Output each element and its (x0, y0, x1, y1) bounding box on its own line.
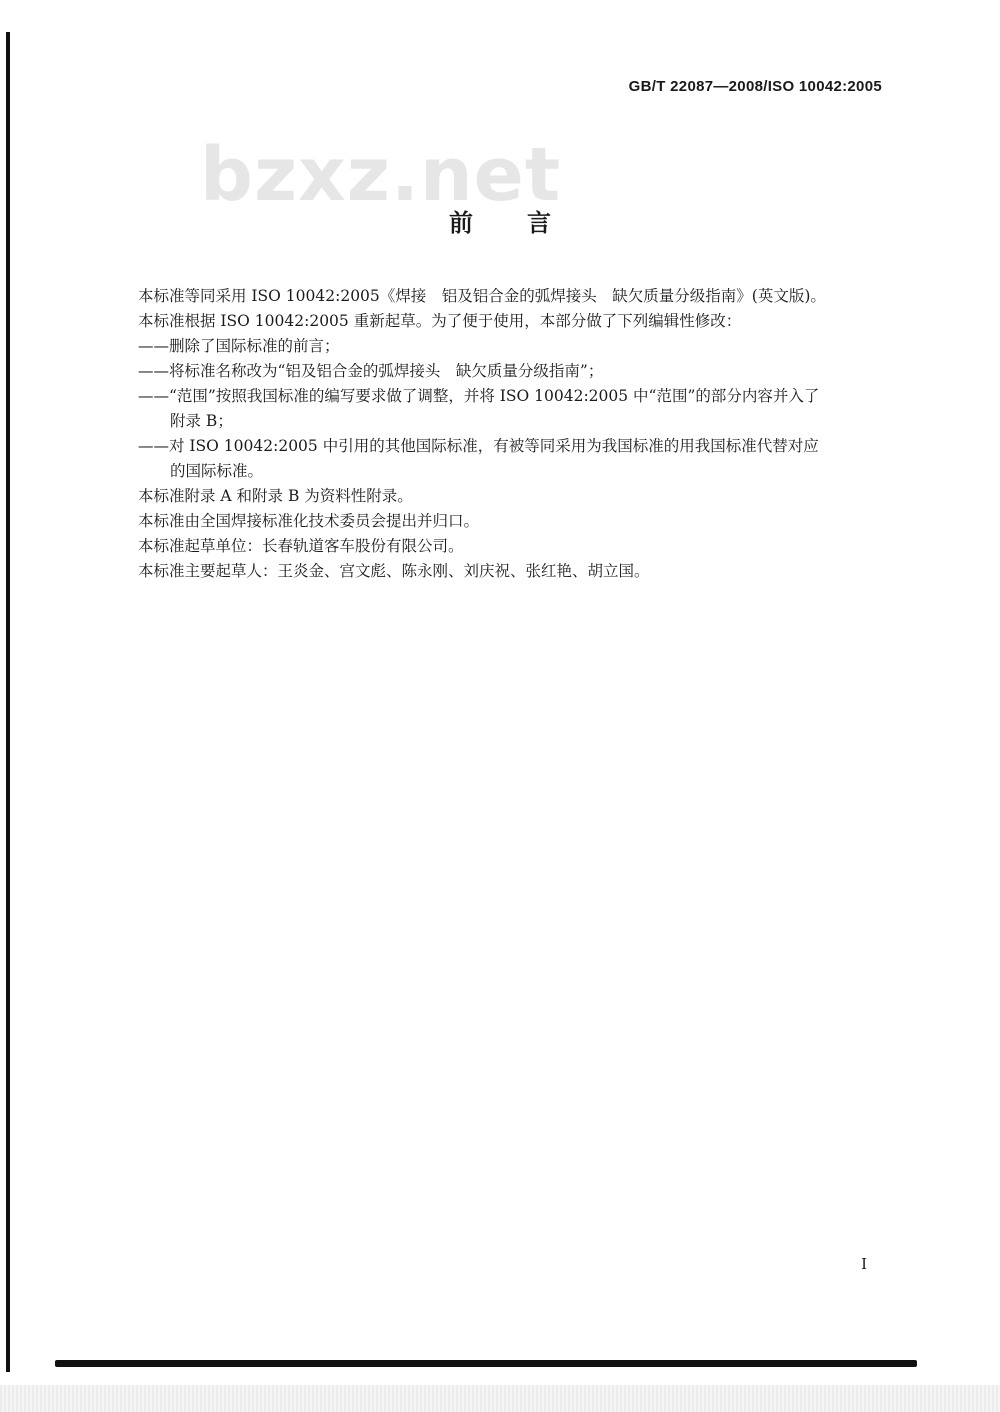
page-number: I (861, 1255, 867, 1273)
paragraph-adoption: 本标准等同采用 ISO 10042:2005《焊接 铝及铝合金的弧焊接头 缺欠质量分级指南》(英文版)。 (138, 287, 826, 305)
list-item-scope-adjusted: ——“范围”按照我国标准的编写要求做了调整，并将 ISO 10042:2005 中“范围”的部分内容并入了 (138, 387, 820, 405)
paragraph-redrafted: 本标准根据 ISO 10042:2005 重新起草。为了便于使用，本部分做了下列编辑性修改： (138, 312, 742, 330)
watermark: bzxz.net (200, 132, 562, 218)
list-item-renamed-title: ——将标准名称改为“铝及铝合金的弧焊接头 缺欠质量分级指南”； (138, 362, 604, 380)
paragraph-committee: 本标准由全国焊接标准化技术委员会提出并归口。 (138, 512, 480, 530)
standard-number: GB/T 22087—2008/ISO 10042:2005 (628, 78, 882, 95)
paragraph-annexes: 本标准附录 A 和附录 B 为资料性附录。 (138, 487, 413, 505)
bottom-rule (55, 1360, 917, 1367)
paragraph-drafters: 本标准主要起草人：王炎金、宫文彪、陈永刚、刘庆祝、张红艳、胡立国。 (138, 562, 650, 580)
page-title: 前言 (449, 208, 605, 237)
paragraph-drafting-unit: 本标准起草单位：长春轨道客车股份有限公司。 (138, 537, 464, 555)
scan-edge (0, 1385, 1000, 1412)
list-item-referenced-standards: ——对 ISO 10042:2005 中引用的其他国际标准，有被等同采用为我国标准的用我国标准代替对应 (138, 437, 819, 455)
foreword-body (138, 284, 886, 584)
list-item-removed-foreword: ——删除了国际标准的前言； (138, 337, 340, 355)
list-item-referenced-standards-cont: 的国际标准。 (170, 462, 264, 480)
list-item-scope-adjusted-cont: 附录 B； (170, 412, 233, 430)
